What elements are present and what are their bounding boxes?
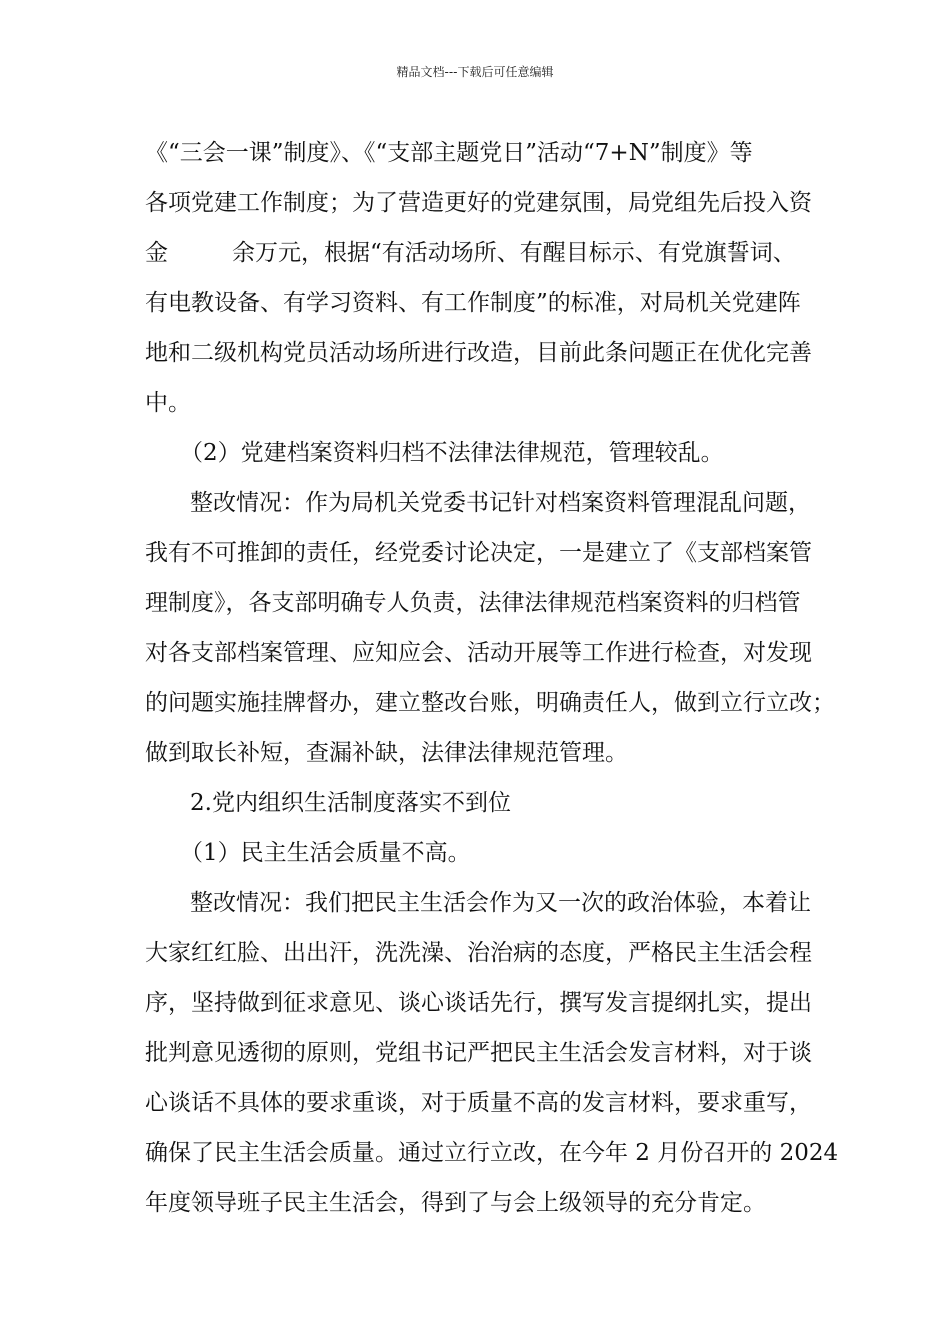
paragraph-text: 余万元，根据“有活动场所、有醒目标示、有党旗誓词、 <box>232 240 796 266</box>
text-line <box>0 1128 950 1178</box>
paragraph-text: 序，坚持做到征求意见、谈心谈话先行，撰写发言提纲扎实，提出 <box>145 990 812 1016</box>
paragraph-text: 大家红红脸、出出汗，洗洗澡、治治病的态度，严格民主生活会程 <box>145 940 812 966</box>
paragraph-text: 整改情况：我们把民主生活会作为又一次的政治体验，本着让 <box>190 890 811 916</box>
text-line <box>0 278 950 328</box>
paragraph-text: 整改情况：作为局机关党委书记针对档案资料管理混乱问题， <box>190 490 811 516</box>
paragraph-text: 有电教设备、有学习资料、有工作制度”的标准，对局机关党建阵 <box>145 290 801 316</box>
section-heading: 2.党内组织生活制度落实不到位 <box>190 790 511 816</box>
text-line <box>0 928 950 978</box>
text-line <box>0 978 950 1028</box>
text-line <box>0 628 950 678</box>
text-line <box>0 328 950 378</box>
paragraph-text: 心谈话不具体的要求重谈，对于质量不高的发言材料，要求重写， <box>145 1090 812 1116</box>
text-line <box>0 778 950 828</box>
paragraph-text: 年度领导班子民主生活会，得到了与会上级领导的充分肯定。 <box>145 1190 766 1216</box>
text-line <box>0 528 950 578</box>
paragraph-text: 金 <box>145 240 168 266</box>
text-line <box>0 678 950 728</box>
paragraph-text: 批判意见透彻的原则，党组书记严把民主生活会发言材料，对于谈 <box>145 1040 812 1066</box>
text-line <box>0 1028 950 1078</box>
paragraph-text: 做到取长补短，查漏补缺，法律法律规范管理。 <box>145 740 628 766</box>
paragraph-text: 中。 <box>145 390 191 416</box>
paragraph-text: 地和二级机构党员活动场所进行改造，目前此条问题正在优化完善 <box>145 340 812 366</box>
section-heading: （2）党建档案资料归档不法律法律规范，管理较乱。 <box>180 440 724 466</box>
text-line <box>0 428 950 478</box>
text-line <box>0 878 950 928</box>
paragraph-text: 各项党建工作制度；为了营造更好的党建氛围，局党组先后投入资 <box>145 190 812 216</box>
paragraph-text: 对各支部档案管理、应知应会、活动开展等工作进行检查，对发现 <box>145 640 812 666</box>
paragraph-text: 的问题实施挂牌督办，建立整改台账，明确责任人，做到立行立改； <box>145 690 835 716</box>
section-heading: （1）民主生活会质量不高。 <box>180 840 471 866</box>
text-line <box>0 478 950 528</box>
paragraph-text: 《“三会一课”制度》、《“支部主题党日”活动“7+N”制度》等 <box>145 140 753 166</box>
text-line <box>0 578 950 628</box>
text-line <box>0 378 950 428</box>
text-line <box>0 228 950 278</box>
text-line <box>0 1178 950 1228</box>
text-line <box>0 178 950 228</box>
page-header: 精品文档---下载后可任意编辑 <box>396 65 554 79</box>
text-line <box>0 128 950 178</box>
paragraph-text: 理制度》，各支部明确专人负责，法律法律规范档案资料的归档管 <box>145 590 801 616</box>
text-line <box>0 828 950 878</box>
paragraph-text: 我有不可推卸的责任，经党委讨论决定，一是建立了《支部档案管 <box>145 540 812 566</box>
text-line <box>0 728 950 778</box>
document-body <box>0 128 950 1228</box>
paragraph-text: 确保了民主生活会质量。通过立行立改，在今年 2 月份召开的 2024 <box>145 1140 839 1166</box>
text-line <box>0 1078 950 1128</box>
